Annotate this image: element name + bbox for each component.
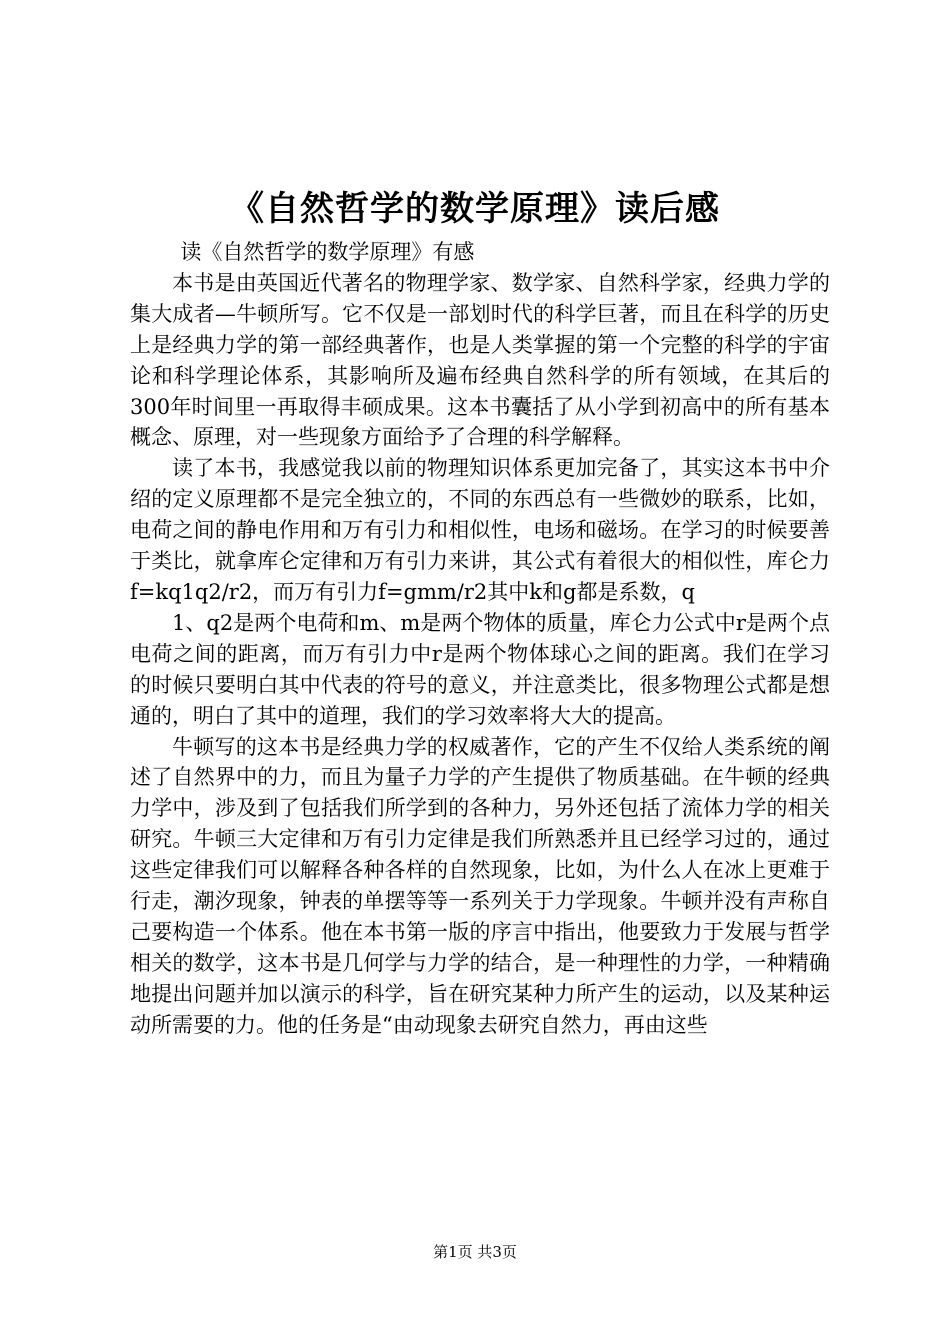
document-body: [130, 237, 830, 1041]
body-paragraph: 1、q2是两个电荷和m、m是两个物体的质量，库仑力公式中r是两个点电荷之间的距离，而万有引力中r是两个物体球心之间的距离。我们在学习的时候只要明白其中代表的符号的意义，并注意类比，很多物理公式都是想通的，明白了其中的道理，我们的学习效率将大大的提高。: [130, 610, 830, 728]
body-paragraph: 本书是由英国近代著名的物理学家、数学家、自然科学家，经典力学的集大成者—牛顿所写。它不仅是一部划时代的科学巨著，而且在科学的历史上是经典力学的第一部经典著作，也是人类掌握的第一个完整的科学的宇宙论和科学理论体系，其影响所及遍布经典自然科学的所有领域，在其后的300年时间里一再取得丰硕成果。这本书囊括了从小学到初高中的所有基本概念、原理，对一些现象方面给予了合理的科学解释。: [130, 270, 830, 450]
subtitle-paragraph: 读《自然哲学的数学原理》有感: [180, 240, 475, 264]
body-paragraph: 牛顿写的这本书是经典力学的权威著作，它的产生不仅给人类系统的阐述了自然界中的力，而且为量子力学的产生提供了物质基础。在牛顿的经典力学中，涉及到了包括我们所学到的各种力，另外还包括了流体力学的相关研究。牛顿三大定律和万有引力定律是我们所熟悉并且已经学习过的，通过这些定律我们可以解释各种各样的自然现象，比如，为什么人在冰上更难于行走，潮汐现象，钟表的单摆等等一系列关于力学现象。牛顿并没有声称自己要构造一个体系。他在本书第一版的序言中指出，他要致力于发展与哲学相关的数学，这本书是几何学与力学的结合，是一种理性的力学，一种精确地提出问题并加以演示的科学，旨在研究某种力所产生的运动，以及某种运动所需要的力。他的任务是“由动现象去研究自然力，再由这些: [130, 734, 830, 1037]
document-title: 《自然哲学的数学原理》读后感: [230, 189, 720, 229]
page-footer: 第1页 共3页: [433, 1243, 517, 1261]
body-paragraph: 读了本书，我感觉我以前的物理知识体系更加完备了，其实这本书中介绍的定义原理都不是完全独立的，不同的东西总有一些微妙的联系，比如，电荷之间的静电作用和万有引力和相似性，电场和磁场。在学习的时候要善于类比，就拿库仑定律和万有引力来讲，其公式有着很大的相似性，库仑力f=kq1q2/r2，而万有引力f=gmm/r2其中k和g都是系数，q: [130, 456, 830, 604]
